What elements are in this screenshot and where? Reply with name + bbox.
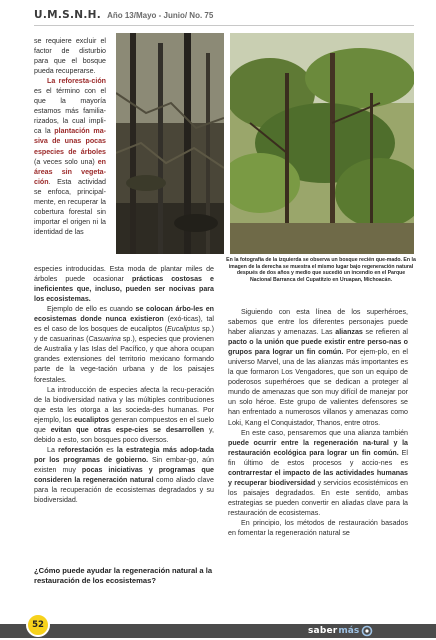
paragraph: especies introducidas. Esta moda de plantar miles de árboles puede ocasionar prácticas costosas e ineficientes que, incluso, pueden ser nocivas para los ecosistemas.: [34, 265, 214, 304]
burned-forest-photo: [116, 33, 224, 254]
paragraph: La introducción de especies afecta la recu-peración de la biodiversidad nativa y las múltiples contribuciones que esta les otorga a las socieda-des humanas. Por ejemplo, los eucaliptos generan compuestos en el suelo que evitan que otras espe-cies se desarrollen y, debido a esto, son bosques poco diversos.: [34, 385, 214, 444]
paragraph: se requiere excluir el factor de disturbio para que el bosque pueda recuperarse.: [34, 37, 106, 76]
photo-caption: En la fotografía de la izquierda se observa un bosque recién que-mado. En la imagen de la derecha se muestra el mismo lugar bajo regeneración natural después de dos años y medio que sucedió un incendio en el Parque Nacional Barranca del Cupatitzio en Uruapan, Michoacán.: [226, 257, 416, 283]
left-column: [34, 264, 214, 505]
paragraph: Ejemplo de ello es cuando se colocan árbo-les en ecosistemas donde nunca existieron (exó-ticas), tal es el caso de los bosques de eucaliptos (Eucaliptus sp.) y de casuarinas (Casuarina sp.), especies que provienen de Australia y las Islas del Pacífico, y que ahora ocupan grandes extensiones del territorio mexicano formando parte de la vege-tación urbana y de los paisajes forestales.: [34, 305, 214, 384]
paragraph: La reforesta-ción es el término con el que la mayoría estamos más familia-rizados, la cual impli-ca la plantación ma-siva de unas pocas especies de árboles (a veces solo una) en áreas sin vegeta-ción. Esta actividad se enfoca, principal-mente, en recuperar la cobertura forestal sin importar el origen ni la identidad de las: [34, 77, 106, 236]
paragraph: En este caso, pensaremos que una alianza también puede ocurrir entre la regeneración na-tural y la restauración ecológica para lograr un fin común. El fin último de estos procesos y accio-nes es contrarrestar el impacto de las actividades humanas y recuperar biodiversidad y servicios ecosistémicos en los paisajes degradados. En este sentido, ambas estrategias se pueden convertir en aliadas clave para la restauración de ecosistemas.: [228, 428, 408, 517]
section-heading: ¿Cómo puede ayudar la regeneración natural a la restauración de los ecosistemas?: [34, 566, 213, 586]
page-footer: [0, 612, 436, 640]
regenerated-forest-photo: [230, 33, 414, 254]
issue-info: Año 13/Mayo - Junio/ No. 75: [107, 11, 214, 20]
left-narrow-column: [34, 36, 106, 237]
burned-forest-image: [116, 33, 224, 254]
right-column: [228, 307, 408, 538]
journal-brand: U.M.S.N.H.: [34, 9, 102, 21]
regenerated-forest-image: [230, 33, 414, 254]
paragraph: Siguiendo con esta línea de los superhéroes, sabemos que entre los diferentes personajes puede haber alianzas y amenazas. Las alianzas se refieren al pacto o la unión que puede existir entre perso-nas o grupos para lograr un fin común. Por ejem-plo, en el universo Marvel, una de las alianzas más importantes es la que formaron Los Vengadores, que son un equipo de poderosos superhéroes que se dedican a proteger al mundo de amenazas que son muy difícil de manejar por un solo héroe. Este grupo de valientes defensores se han enfrentado a numerosos villanos y amenazas como Loki, Kang el Conquistador, Thanos, entre otros.: [228, 308, 408, 427]
logo-swirl-icon: [361, 625, 373, 637]
paragraph: En principio, los métodos de restauración basados en fomentar la regeneración natural se: [228, 518, 408, 538]
sabermas-logo: saber más: [308, 624, 373, 638]
header-divider: [34, 25, 414, 26]
paragraph: La reforestación es la estrategia más adop-tada por los programas de gobierno. Sin embar-go, aún existen muy pocas iniciativas y programas que consideren la regeneración natural como aliado clave para la recuperación de ecosistemas degradados y su biodiversidad.: [34, 445, 214, 505]
page-number-badge: 52: [26, 613, 50, 637]
